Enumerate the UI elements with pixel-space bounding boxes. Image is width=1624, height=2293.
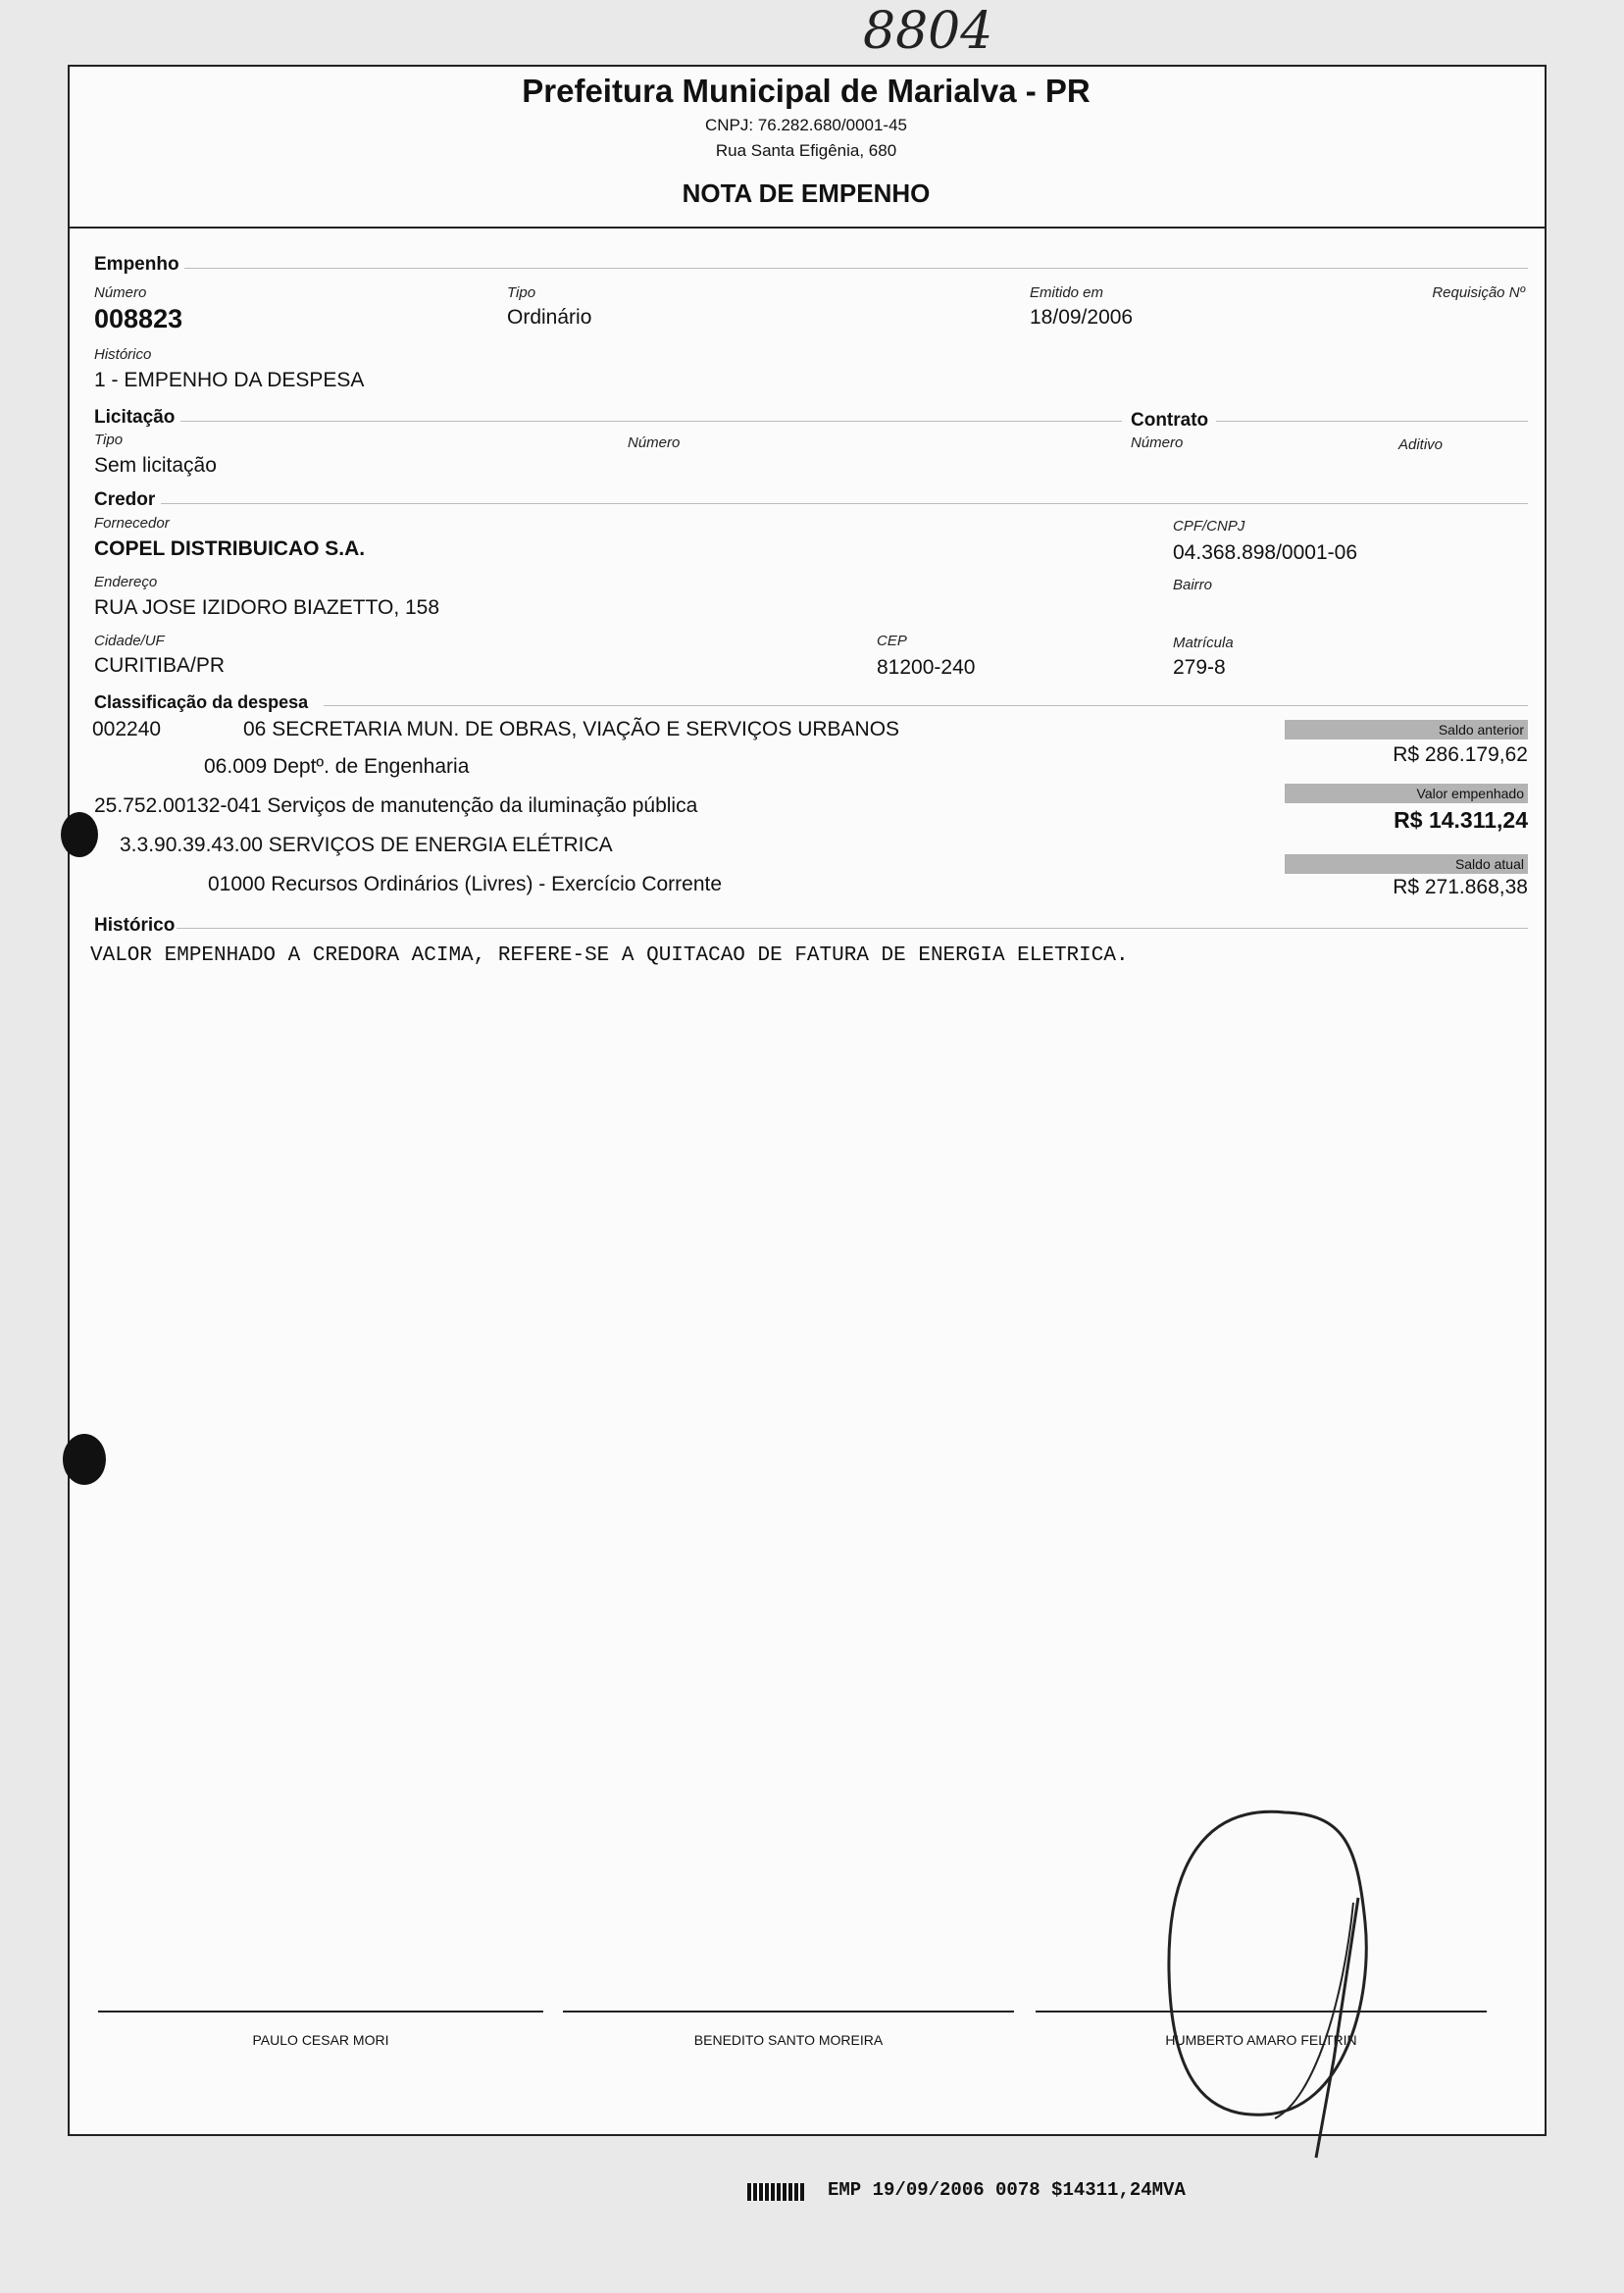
credor-fornecedor: COPEL DISTRIBUICAO S.A. (94, 537, 366, 560)
page-title: Prefeitura Municipal de Marialva - PR (522, 73, 1091, 109)
footer-stamp: EMP 19/09/2006 0078 $14311,24MVA (828, 2179, 1186, 2201)
section-contrato: Contrato (1131, 410, 1209, 431)
label-matricula: Matrícula (1173, 635, 1234, 651)
credor-matricula: 279-8 (1173, 656, 1226, 679)
label-bairro: Bairro (1173, 577, 1213, 593)
class-line4: 3.3.90.39.43.00 SERVIÇOS DE ENERGIA ELÉTRICA (120, 834, 613, 856)
divider (184, 268, 1528, 269)
label-fornecedor: Fornecedor (94, 515, 170, 532)
label-cep: CEP (877, 633, 907, 649)
divider (161, 503, 1528, 504)
valor-empenhado-label: Valor empenhado (1285, 784, 1528, 803)
label-licitacao-numero: Número (628, 434, 681, 451)
label-contrato-aditivo: Aditivo (1398, 436, 1444, 453)
header-divider (68, 227, 1545, 229)
punch-hole (63, 1434, 106, 1485)
licitacao-tipo: Sem licitação (94, 454, 217, 477)
label-numero: Número (94, 284, 147, 301)
divider (180, 421, 1122, 422)
credor-cep: 81200-240 (877, 656, 976, 679)
label-cidade: Cidade/UF (94, 633, 165, 649)
signature-name: BENEDITO SANTO MOREIRA (693, 2032, 884, 2048)
barcode-icon (747, 2183, 804, 2201)
credor-cidade: CURITIBA/PR (94, 654, 226, 677)
punch-hole (61, 812, 98, 857)
historico-text: VALOR EMPENHADO A CREDORA ACIMA, REFERE-SE A QUITACAO DE FATURA DE ENERGIA ELETRICA. (90, 944, 1129, 967)
class-line3: 25.752.00132-041 Serviços de manutenção da iluminação pública (94, 794, 698, 817)
section-licitacao: Licitação (94, 407, 176, 428)
label-tipo: Tipo (507, 284, 536, 301)
divider (324, 705, 1528, 706)
label-emitido: Emitido em (1030, 284, 1104, 301)
empenho-numero: 008823 (94, 304, 183, 333)
empenho-historico: 1 - EMPENHO DA DESPESA (94, 369, 365, 391)
divider (1216, 421, 1528, 422)
label-historico: Histórico (94, 346, 152, 363)
header-cnpj: CNPJ: 76.282.680/0001-45 (704, 116, 908, 134)
label-contrato-numero: Número (1131, 434, 1184, 451)
section-classificacao: Classificação da despesa (94, 692, 309, 712)
saldo-atual-label: Saldo atual (1285, 854, 1528, 874)
credor-cnpj: 04.368.898/0001-06 (1173, 541, 1358, 564)
valor-empenhado-value: R$ 14.311,24 (1394, 807, 1528, 833)
class-line5: 01000 Recursos Ordinários (Livres) - Exercício Corrente (208, 873, 723, 895)
label-cnpj: CPF/CNPJ (1173, 518, 1245, 535)
saldo-anterior-label: Saldo anterior (1285, 720, 1528, 739)
header-address: Rua Santa Efigênia, 680 (715, 141, 897, 160)
section-historico: Histórico (94, 915, 176, 936)
handwritten-signature (1147, 1805, 1402, 2177)
empenho-tipo: Ordinário (507, 306, 592, 329)
class-line1: 06 SECRETARIA MUN. DE OBRAS, VIAÇÃO E SERVIÇOS URBANOS (243, 718, 900, 740)
label-requisicao: Requisição Nº (1432, 284, 1525, 301)
class-line2: 06.009 Deptº. de Engenharia (204, 755, 470, 778)
saldo-anterior-value: R$ 286.179,62 (1393, 743, 1528, 766)
label-endereco: Endereço (94, 574, 158, 590)
credor-endereco: RUA JOSE IZIDORO BIAZETTO, 158 (94, 596, 440, 619)
divider (177, 928, 1528, 929)
empenho-emitido: 18/09/2006 (1030, 306, 1134, 329)
label-licitacao-tipo: Tipo (94, 432, 124, 448)
handwritten-number: 8804 (863, 2, 993, 61)
saldo-atual-value: R$ 271.868,38 (1393, 876, 1528, 898)
signature-line (98, 2011, 543, 2013)
section-credor: Credor (94, 489, 156, 510)
doc-title: NOTA DE EMPENHO (682, 178, 931, 208)
section-empenho: Empenho (94, 254, 179, 275)
class-code: 002240 (92, 718, 162, 740)
signature-name: HUMBERTO AMARO FELTRIN (1165, 2032, 1357, 2048)
signature-name: PAULO CESAR MORI (252, 2032, 389, 2048)
signature-line (563, 2011, 1014, 2013)
